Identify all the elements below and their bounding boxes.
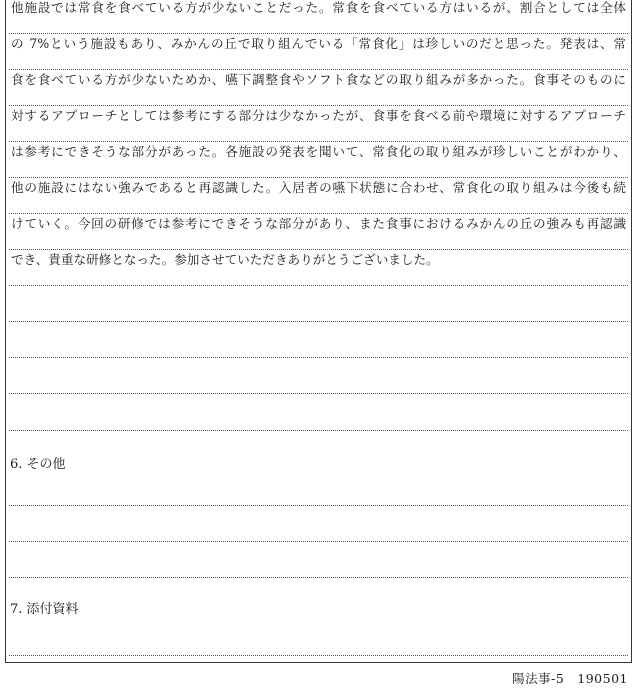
- body-line-7: けていく。今回の研修では参考にできそうな部分があり、また食事におけるみかんの丘の強みも再認識: [9, 214, 628, 250]
- body-line-1: 他施設では常食を食べている方が少ないことだった。常食を食べている方はいるが、割合としては全体: [9, 0, 628, 34]
- blank-line: [9, 395, 628, 431]
- blank-line: [9, 542, 628, 578]
- report-form: [5, 0, 632, 663]
- body-line-2: の 7%という施設もあり、みかんの丘で取り組んでいる「常食化」は珍しいのだと思った。発表は、常: [9, 34, 628, 70]
- blank-line: [9, 620, 628, 656]
- body-line-5: は参考にできそうな部分があった。各施設の発表を聞いて、常食化の取り組みが珍しいことがわかり、: [9, 142, 628, 178]
- section-other-label: 6. その他: [10, 457, 66, 472]
- blank-line: [9, 506, 628, 542]
- section-attachments-label: 7. 添付資料: [10, 602, 79, 617]
- blank-line: [9, 358, 628, 394]
- body-line-6: 他の施設にはない強みであると再認識した。入居者の嚥下状態に合わせ、常食化の取り組みは今後も続: [9, 178, 628, 214]
- body-line-4: 対するアプローチとしては参考にする部分は少なかったが、食事を食べる前や環境に対するアプローチ: [9, 106, 628, 142]
- body-line-3: 食を食べている方が少ないためか、嚥下調整食やソフト食などの取り組みが多かった。食事そのものに: [9, 70, 628, 106]
- blank-line: [9, 286, 628, 322]
- blank-line: [9, 322, 628, 358]
- blank-line: [9, 470, 628, 506]
- body-line-8: でき、貴重な研修となった。参加させていただきありがとうございました。: [9, 250, 628, 286]
- document-code: 陽法事-5 190501: [512, 671, 628, 686]
